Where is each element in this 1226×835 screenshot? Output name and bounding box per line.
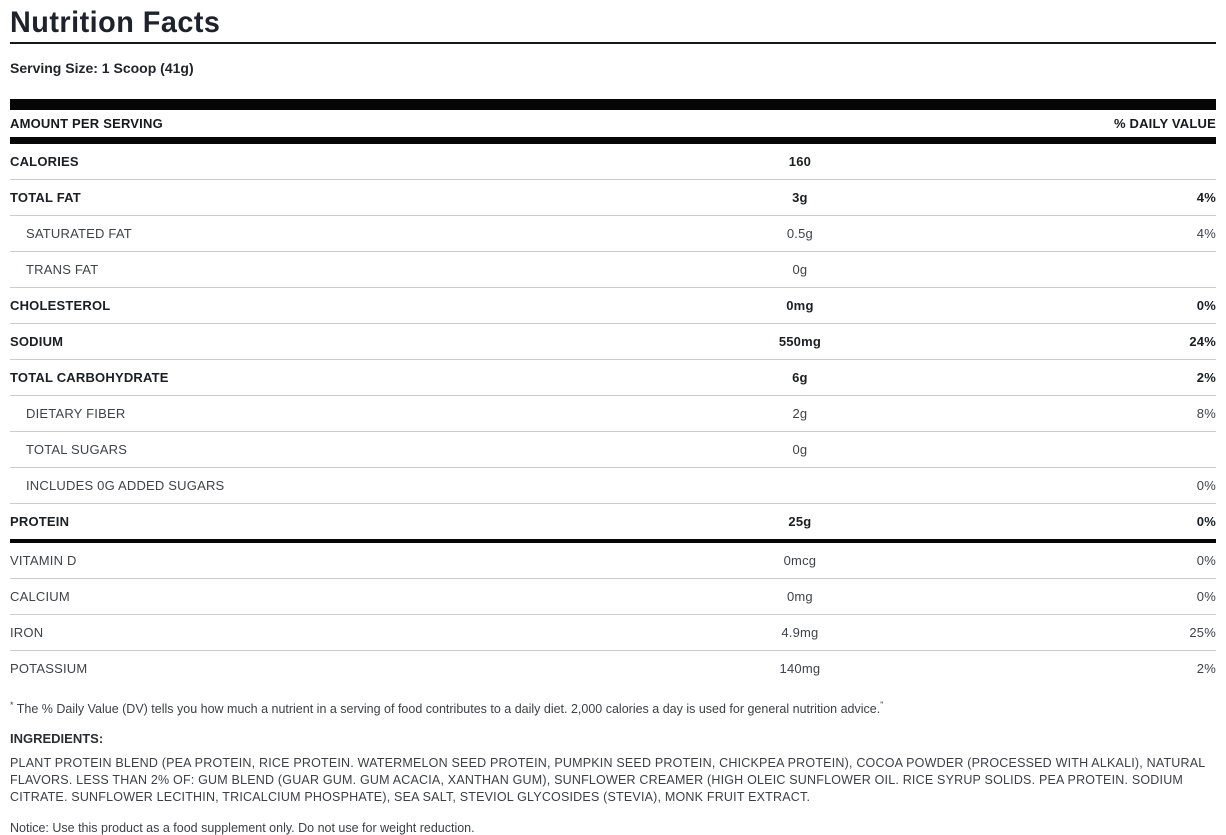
nutrient-label: INCLUDES 0G ADDED SUGARS [26,478,225,493]
nutrient-daily-value: 4% [1196,190,1216,205]
nutrient-label: TOTAL CARBOHYDRATE [10,370,169,385]
table-row [10,579,1216,615]
nutrient-label: TRANS FAT [26,262,99,277]
table-row [10,252,1216,288]
nutrient-table [10,144,1216,686]
nutrient-amount: 140mg [779,661,821,676]
table-row [10,288,1216,324]
nutrient-label: CHOLESTEROL [10,298,111,313]
nutrient-label: TOTAL SUGARS [26,442,128,457]
nutrient-amount: 0.5g [786,226,813,241]
nutrient-daily-value: 0% [1196,478,1216,493]
nutrient-label: VITAMIN D [10,553,77,568]
notice-text: Notice: Use this product as a food supplement only. Do not use for weight reduction. [10,821,475,835]
nutrient-amount: 3g [792,190,808,205]
daily-value-footnote [10,700,1216,716]
nutrient-daily-value: 25% [1189,625,1216,640]
nutrition-facts-panel [0,6,1226,835]
nutrient-amount: 0g [792,262,808,277]
table-row [10,324,1216,360]
nutrient-label: SODIUM [10,334,64,349]
table-row [10,180,1216,216]
nutrient-daily-value: 2% [1196,370,1216,385]
serving-size: Serving Size: 1 Scoop (41g) [10,60,194,76]
table-row [10,396,1216,432]
nutrient-label: PROTEIN [10,514,70,529]
ingredients-text: PLANT PROTEIN BLEND (PEA PROTEIN, RICE PROTEIN. WATERMELON SEED PROTEIN, PUMPKIN SEED PROTEIN, CHICKPEA PROTEIN), COCOA POWDER (PROCESSED WITH ALKALI), NATURAL FLAVORS. LESS THAN 2% OF: GUM BLEND (GUAR GUM. GUM ACACIA, XANTHAN GUM), SUNFLOWER CREAMER (HIGH OLEIC SUNFLOWER OIL. RICE SYRUP SOLIDS. PEA PROTEIN. SODIUM CITRATE. SUNFLOWER LECITHIN, TRICALCIUM PHOSPHATE), SEA SALT, STEVIOL GLYCOSIDES (STEVIA), MONK FRUIT EXTRACT. [10,756,1205,805]
nutrient-daily-value: 4% [1196,226,1216,241]
nutrient-label: CALCIUM [10,589,70,604]
nutrient-amount: 25g [788,514,812,529]
nutrient-daily-value: 24% [1189,334,1216,349]
table-row [10,144,1216,180]
nutrient-amount: 160 [788,154,812,169]
footnote-text: The % Daily Value (DV) tells you how much a nutrient in a serving of food contributes to a daily diet. 2,000 calories a day is used for general nutrition advice. [16,702,881,717]
table-row [10,360,1216,396]
nutrient-label: DIETARY FIBER [26,406,126,421]
table-row [10,615,1216,651]
nutrient-amount: 0mg [786,298,814,313]
title-divider [10,42,1216,44]
nutrient-daily-value: 0% [1196,589,1216,604]
nutrient-amount: 550mg [778,334,822,349]
table-top-bar [10,99,1216,110]
nutrient-amount: 6g [792,370,808,385]
table-row [10,216,1216,252]
nutrient-amount: 0mcg [783,553,817,568]
table-row [10,651,1216,686]
nutrient-label: SATURATED FAT [26,226,132,241]
table-row [10,504,1216,539]
column-header-daily-value: % DAILY VALUE [1113,116,1216,131]
nutrient-daily-value: 0% [1196,514,1216,529]
nutrient-label: CALORIES [10,154,79,169]
nutrient-label: IRON [10,625,44,640]
nutrient-amount: 0mg [786,589,813,604]
column-header-amount: AMOUNT PER SERVING [10,116,163,131]
nutrient-amount: 0g [792,442,808,457]
footnote-marker: * [10,700,14,710]
nutrient-label: TOTAL FAT [10,190,81,205]
nutrient-amount: 2g [792,406,808,421]
table-row [10,543,1216,579]
nutrient-daily-value: 8% [1196,406,1216,421]
ingredients-heading: INGREDIENTS: [10,731,104,747]
footnote-suffix: " [880,700,884,710]
nutrient-daily-value: 2% [1196,661,1216,676]
header-bottom-bar [10,137,1216,144]
nutrient-daily-value: 0% [1196,298,1216,313]
table-header-row [10,110,1216,137]
nutrient-label: POTASSIUM [10,661,88,676]
nutrient-amount: 4.9mg [781,625,819,640]
page-title: Nutrition Facts [10,6,221,39]
table-row [10,468,1216,504]
table-row [10,432,1216,468]
nutrient-daily-value: 0% [1196,553,1216,568]
